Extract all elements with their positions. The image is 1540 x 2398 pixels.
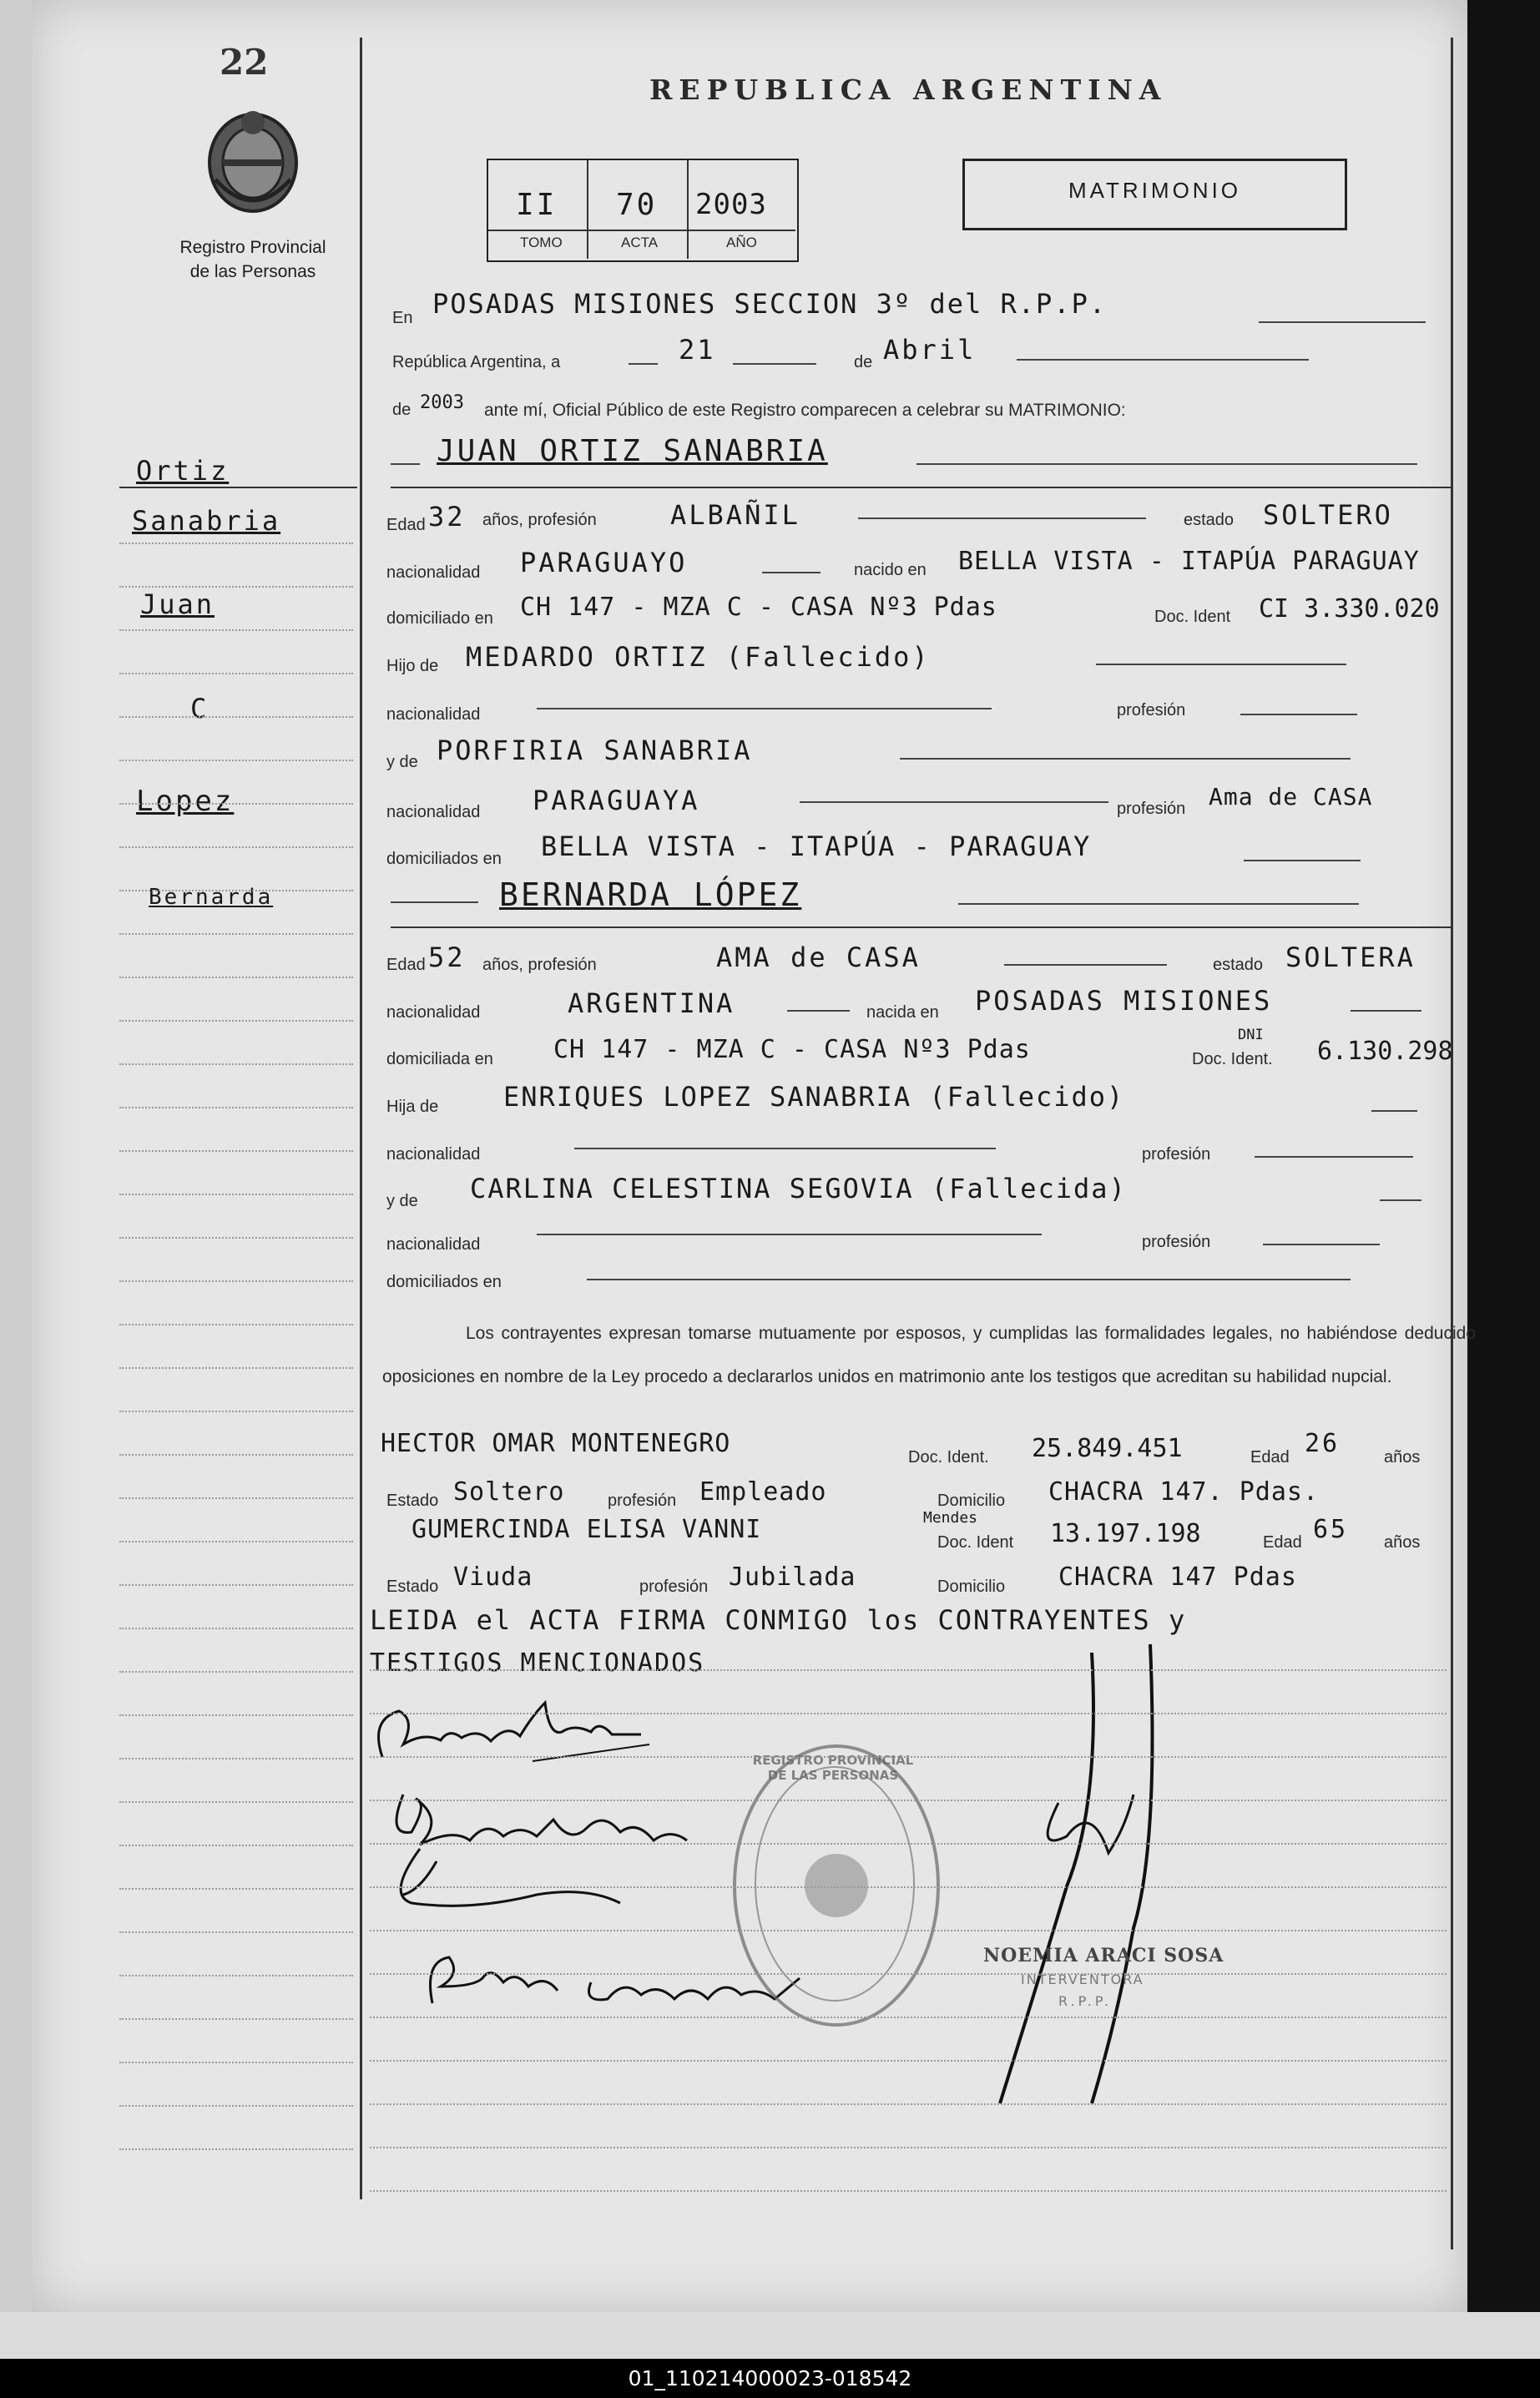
body-ruled-line bbox=[370, 1669, 1447, 1671]
margin-ruled-line bbox=[119, 1367, 353, 1369]
margin-note-firstname: Juan bbox=[140, 588, 215, 620]
witness1-prof-label: profesión bbox=[608, 1492, 677, 1510]
body-ruled-line bbox=[370, 1800, 1447, 1801]
groom-father: MEDARDO ORTIZ (Fallecido) bbox=[466, 641, 931, 673]
bride-estado-label: estado bbox=[1213, 956, 1264, 974]
closing-line-2: TESTIGOS MENCIONADOS bbox=[370, 1648, 705, 1678]
margin-ruled-line bbox=[119, 1584, 353, 1586]
bottom-page-edge bbox=[0, 2312, 1540, 2362]
margin-ruled-line bbox=[119, 716, 353, 718]
intro-text: ante mí, Oficial Público de este Registro comparecen a celebrar su MATRIMONIO: bbox=[484, 401, 1126, 420]
ano-value: 2003 bbox=[695, 188, 767, 221]
bride-father-nac-label: nacionalidad bbox=[386, 1145, 481, 1164]
body-ruled-line bbox=[370, 1756, 1447, 1758]
witness1-edad-label: Edad bbox=[1250, 1448, 1290, 1467]
witness2-profession: Jubilada bbox=[729, 1562, 856, 1592]
bride-nationality: ARGENTINA bbox=[568, 987, 735, 1019]
body-ruled-line bbox=[370, 2017, 1447, 2018]
margin-ruled-line bbox=[119, 1237, 353, 1239]
bride-mother-nac-label: nacionalidad bbox=[386, 1235, 481, 1254]
document-page bbox=[32, 0, 1476, 2312]
ano-label: AÑO bbox=[726, 235, 757, 250]
witness1-marital-status: Soltero bbox=[453, 1477, 565, 1507]
margin-ruled-line bbox=[119, 1671, 353, 1673]
bride-parents-dom-label: domiciliados en bbox=[386, 1273, 502, 1291]
margin-ruled-line bbox=[119, 2148, 353, 2150]
margin-note-initial: C bbox=[190, 693, 210, 724]
groom-document: CI 3.330.020 bbox=[1259, 594, 1440, 623]
groom-nationality: PARAGUAYO bbox=[520, 547, 688, 578]
witness1-doc-label: Doc. Ident. bbox=[908, 1448, 989, 1467]
bride-profession: AMA de CASA bbox=[716, 942, 921, 973]
witness2-doc-label: Doc. Ident bbox=[937, 1533, 1014, 1552]
margin-ruled-line bbox=[119, 2062, 353, 2063]
closing-line-1: LEIDA el ACTA FIRMA CONMIGO los CONTRAYENTES y bbox=[370, 1604, 1187, 1636]
bride-profesion-label: años, profesión bbox=[482, 956, 597, 974]
witness2-edad-label: Edad bbox=[1263, 1533, 1302, 1552]
margin-ruled-line bbox=[119, 1150, 353, 1152]
margin-ruled-line bbox=[119, 1020, 353, 1022]
bride-mother-label: y de bbox=[386, 1192, 418, 1210]
coat-of-arms-icon bbox=[203, 104, 303, 217]
act-type: MATRIMONIO bbox=[1068, 178, 1242, 203]
witness2-anos-label: años bbox=[1384, 1533, 1421, 1552]
bride-father-prof-label: profesión bbox=[1142, 1145, 1211, 1164]
witness1-address: CHACRA 147. Pdas. bbox=[1048, 1477, 1320, 1507]
body-ruled-line bbox=[370, 1843, 1447, 1845]
ceremony-place: POSADAS MISIONES SECCION 3º del R.P.P. bbox=[432, 288, 1108, 320]
witness2-estado-label: Estado bbox=[386, 1578, 439, 1596]
margin-ruled-line bbox=[119, 933, 353, 935]
witness2-address: CHACRA 147 Pdas bbox=[1058, 1562, 1297, 1592]
ceremony-year: 2003 bbox=[420, 392, 464, 413]
body-ruled-line bbox=[370, 2060, 1447, 2062]
groom-father-prof-label: profesión bbox=[1117, 701, 1186, 719]
body-ruled-line bbox=[370, 1886, 1447, 1888]
page-number: 22 bbox=[220, 42, 269, 83]
margin-ruled-line bbox=[119, 1324, 353, 1325]
registry-name-line1: Registro Provincial bbox=[179, 238, 326, 257]
margin-ruled-line bbox=[119, 890, 353, 891]
groom-marital-status: SOLTERO bbox=[1263, 499, 1393, 531]
groom-mother-label: y de bbox=[386, 753, 418, 771]
margin-ruled-line bbox=[119, 1063, 353, 1065]
bride-marital-status: SOLTERA bbox=[1285, 942, 1416, 973]
body-ruled-line bbox=[370, 1973, 1447, 1975]
margin-ruled-line bbox=[119, 586, 353, 588]
bride-document: 6.130.298 bbox=[1317, 1037, 1453, 1066]
groom-mother-prof-label: profesión bbox=[1117, 800, 1186, 818]
margin-ruled-line bbox=[119, 1975, 353, 1976]
witness2-document: 13.197.198 bbox=[1050, 1519, 1201, 1548]
bride-doc-label: Doc. Ident. bbox=[1192, 1050, 1273, 1068]
margin-ruled-line bbox=[119, 1931, 353, 1933]
tomo-label: TOMO bbox=[520, 235, 563, 250]
groom-profession: ALBAÑIL bbox=[670, 499, 800, 531]
margin-ruled-line bbox=[119, 1454, 353, 1456]
margin-ruled-line bbox=[119, 1758, 353, 1759]
bride-mother-prof-label: profesión bbox=[1142, 1233, 1211, 1251]
right-border bbox=[1451, 38, 1453, 2249]
registry-name-line2: de las Personas bbox=[189, 262, 316, 281]
witness2-dom-label: Domicilio bbox=[937, 1578, 1006, 1596]
body-ruled-line bbox=[370, 2190, 1447, 2192]
witness2-age: 65 bbox=[1313, 1515, 1349, 1544]
groom-section-top bbox=[391, 487, 1451, 488]
groom-edad-label: Edad bbox=[386, 516, 426, 534]
margin-ruled-line bbox=[119, 1801, 353, 1803]
officer-office: R.P.P. bbox=[1058, 1993, 1113, 2009]
acta-value: 70 bbox=[616, 188, 658, 222]
groom-father-label: Hijo de bbox=[386, 657, 439, 675]
margin-ruled-line bbox=[119, 803, 353, 805]
bride-mother: CARLINA CELESTINA SEGOVIA (Fallecida) bbox=[470, 1173, 1127, 1204]
witness2-marital-status: Viuda bbox=[453, 1562, 533, 1592]
groom-mother-nac-label: nacionalidad bbox=[386, 803, 481, 821]
ceremony-day: 21 bbox=[679, 334, 716, 366]
margin-rule bbox=[119, 487, 357, 488]
tomo-value: II bbox=[516, 188, 558, 222]
bride-nacida-label: nacida en bbox=[866, 1003, 939, 1022]
stamp-text: REGISTRO PROVINCIAL DE LAS PERSONAS bbox=[752, 1753, 914, 1783]
bride-birthplace: POSADAS MISIONES bbox=[975, 985, 1273, 1017]
margin-ruled-line bbox=[119, 1497, 353, 1499]
bride-section-top bbox=[391, 926, 1451, 928]
margin-note-bride-surname: Lopez bbox=[136, 785, 235, 818]
bride-doc-type: DNI bbox=[1238, 1027, 1264, 1043]
margin-ruled-line bbox=[119, 673, 353, 674]
margin-ruled-line bbox=[119, 846, 353, 848]
bride-name: BERNARDA LÓPEZ bbox=[499, 876, 802, 913]
margin-ruled-line bbox=[119, 543, 353, 544]
witness1-estado-label: Estado bbox=[386, 1492, 439, 1510]
officer-title: INTERVENTORA bbox=[1021, 1971, 1144, 1987]
groom-doc-label: Doc. Ident bbox=[1154, 608, 1231, 626]
margin-ruled-line bbox=[119, 1280, 353, 1282]
margin-ruled-line bbox=[119, 1845, 353, 1846]
bride-dom-label: domiciliada en bbox=[386, 1050, 493, 1068]
margin-ruled-line bbox=[119, 1194, 353, 1195]
groom-address: CH 147 - MZA C - CASA Nº3 Pdas bbox=[520, 593, 997, 622]
groom-birthplace: BELLA VISTA - ITAPÚA PARAGUAY bbox=[958, 547, 1420, 576]
label-en: En bbox=[392, 309, 413, 327]
margin-ruled-line bbox=[119, 1411, 353, 1412]
groom-age: 32 bbox=[428, 501, 466, 533]
bride-age: 52 bbox=[428, 942, 466, 973]
margin-ruled-line bbox=[119, 977, 353, 978]
margin-ruled-line bbox=[119, 2105, 353, 2107]
margin-note-bride-name: Bernarda bbox=[149, 885, 274, 910]
witness1-age: 26 bbox=[1305, 1429, 1341, 1458]
margin-note-surname2: Sanabria bbox=[132, 505, 281, 537]
witness2-name: GUMERCINDA ELISA VANNI bbox=[412, 1515, 762, 1544]
body-ruled-line bbox=[370, 2103, 1447, 2105]
label-republica: República Argentina, a bbox=[392, 353, 561, 371]
groom-mother-nationality: PARAGUAYA bbox=[533, 785, 700, 816]
legal-text: Los contrayentes expresan tomarse mutuamente por esposos, y cumplidas las formalidades legales, no habiéndose deducido oposiciones en nombre de la Ley procedo a declararlos unidos en matrimonio ante los testigos que acreditan su habilidad nupcial. bbox=[382, 1324, 1476, 1386]
groom-father-nac-label: nacionalidad bbox=[386, 705, 481, 724]
signature-bride bbox=[370, 1769, 720, 1936]
body-ruled-line bbox=[370, 1713, 1447, 1714]
margin-ruled-line bbox=[119, 1107, 353, 1108]
signature-groom bbox=[366, 1686, 683, 1778]
margin-ruled-line bbox=[119, 629, 353, 631]
groom-parents-address: BELLA VISTA - ITAPÚA - PARAGUAY bbox=[541, 830, 1092, 862]
margin-ruled-line bbox=[119, 1888, 353, 1890]
body-ruled-line bbox=[370, 2147, 1447, 2148]
bride-edad-label: Edad bbox=[386, 956, 426, 974]
margin-ruled-line bbox=[119, 2018, 353, 2020]
image-caption: 01_110214000023-018542 bbox=[0, 2359, 1540, 2398]
margin-ruled-line bbox=[119, 1541, 353, 1542]
acta-label: ACTA bbox=[621, 235, 659, 250]
witness1-anos-label: años bbox=[1384, 1448, 1421, 1467]
witness1-document: 25.849.451 bbox=[1032, 1434, 1183, 1463]
witness2-prof-label: profesión bbox=[639, 1578, 709, 1596]
bride-address: CH 147 - MZA C - CASA Nº3 Pdas bbox=[553, 1035, 1031, 1064]
groom-dom-label: domiciliado en bbox=[386, 609, 493, 628]
groom-profesion-label: años, profesión bbox=[482, 511, 597, 529]
groom-nac-label: nacionalidad bbox=[386, 563, 481, 582]
witness1-profession: Empleado bbox=[699, 1477, 827, 1507]
groom-nacido-label: nacido en bbox=[854, 561, 927, 579]
groom-mother-profession: Ama de CASA bbox=[1209, 783, 1373, 810]
groom-mother: PORFIRIA SANABRIA bbox=[437, 735, 753, 766]
officer-name: NOEMIA ARACI SOSA bbox=[983, 1945, 1224, 1966]
margin-note-surname1: Ortiz bbox=[136, 455, 230, 487]
official-stamp bbox=[733, 1744, 940, 2027]
bride-father-label: Hija de bbox=[386, 1098, 439, 1116]
bride-father: ENRIQUES LOPEZ SANABRIA (Fallecido) bbox=[503, 1081, 1125, 1113]
margin-divider bbox=[360, 38, 362, 2199]
groom-name: JUAN ORTIZ SANABRIA bbox=[437, 434, 828, 468]
margin-ruled-line bbox=[119, 1714, 353, 1716]
label-de: de bbox=[854, 353, 873, 371]
margin-ruled-line bbox=[119, 760, 353, 761]
groom-parents-dom-label: domiciliados en bbox=[386, 850, 502, 868]
bride-nac-label: nacionalidad bbox=[386, 1003, 481, 1022]
country-title: REPUBLICA ARGENTINA bbox=[649, 73, 1168, 106]
groom-estado-label: estado bbox=[1184, 511, 1235, 529]
ceremony-month: Abril bbox=[883, 334, 977, 366]
label-de-year: de bbox=[392, 401, 412, 419]
witness2-name-extra: Mendes bbox=[923, 1509, 978, 1527]
margin-ruled-line bbox=[119, 1628, 353, 1629]
witness1-dom-label: Domicilio bbox=[937, 1492, 1006, 1510]
stamp-emblem-icon bbox=[799, 1848, 874, 1923]
body-ruled-line bbox=[370, 1930, 1447, 1931]
signature-officer bbox=[967, 1636, 1184, 2120]
witness1-name: HECTOR OMAR MONTENEGRO bbox=[381, 1429, 731, 1458]
